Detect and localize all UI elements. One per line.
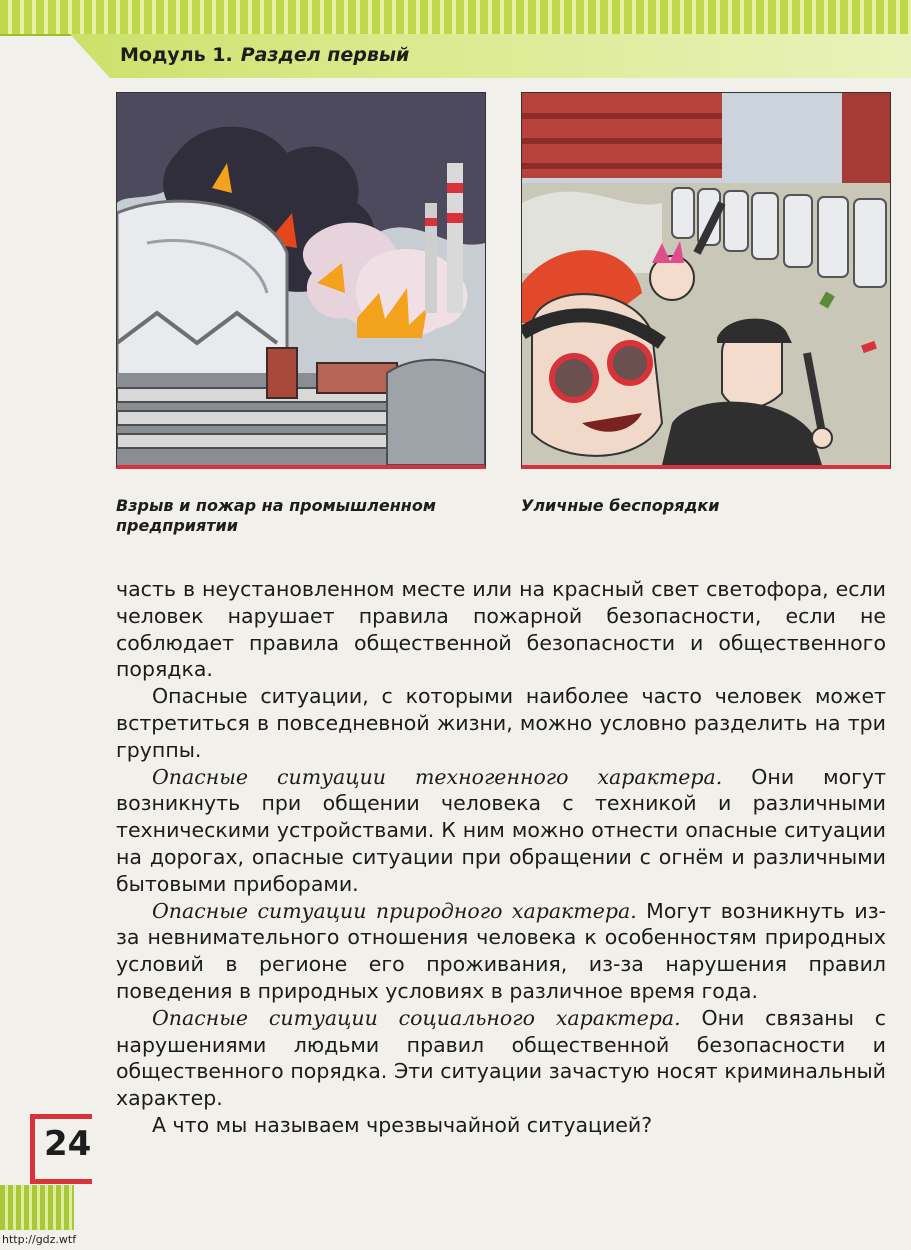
term-natural: Опасные ситуации природного характера. <box>152 898 637 923</box>
street-riots-illustration <box>522 93 890 465</box>
figure-street-riots <box>521 92 891 469</box>
industrial-explosion-illustration <box>117 93 485 465</box>
paragraph-text: Они связаны с нарушениями людьми правил общественной безопасности и общественного порядка. Эти ситуации зачастую носят криминальный характер. <box>116 1005 887 1111</box>
paragraph-text: А что мы называем чрезвычайной ситуацией? <box>152 1112 653 1137</box>
term-technogenic: Опасные ситуации техногенного характера. <box>152 764 723 789</box>
paragraph-technogenic <box>116 764 886 898</box>
paragraph <box>116 576 886 683</box>
figure-caption-riots: Уличные беспорядки <box>521 496 720 515</box>
page-number: 24 <box>44 1124 92 1164</box>
paragraph <box>116 683 886 763</box>
figure-caption-explosion: Взрыв и пожар на промышленном предприятии <box>116 496 436 535</box>
watermark-text: http://gdz.wtf <box>2 1233 77 1246</box>
module-label: Модуль 1. <box>120 44 233 66</box>
paragraph-text: часть в неустановленном месте или на красный свет светофора, если человек нарушает правила пожарной безопасности, если не соблюдает правила общественной безопасности и общественного порядка. <box>116 577 886 682</box>
paragraph-text: Могут возникнуть из-за невнимательного отношения человека к особенностям природных условий в регионе его проживания, из-за нарушения правил поведения в природных условиях в различное время года. <box>116 898 886 1003</box>
term-social: Опасные ситуации социального характера. <box>152 1005 681 1030</box>
paragraph-social <box>116 1005 886 1112</box>
bottom-left-decorative-strip <box>0 1185 74 1230</box>
paragraph-text: Опасные ситуации, с которыми наиболее часто человек может встретиться в повседневной жизни, можно условно разделить на три группы. <box>116 684 886 762</box>
running-header <box>120 44 409 66</box>
body-text <box>116 576 886 1139</box>
top-decorative-band <box>0 0 911 36</box>
section-label: Раздел первый <box>240 44 410 66</box>
figure-industrial-explosion <box>116 92 486 469</box>
paragraph-question <box>116 1112 886 1139</box>
paragraph-text: Они могут возникнуть при общении человека с техникой и различными техническими устройствами. К ним можно отнести опасные ситуации на дорогах, опасные ситуации при обращении с огнём и различными бытовыми приборами. <box>116 764 886 896</box>
paragraph-natural <box>116 898 886 1005</box>
